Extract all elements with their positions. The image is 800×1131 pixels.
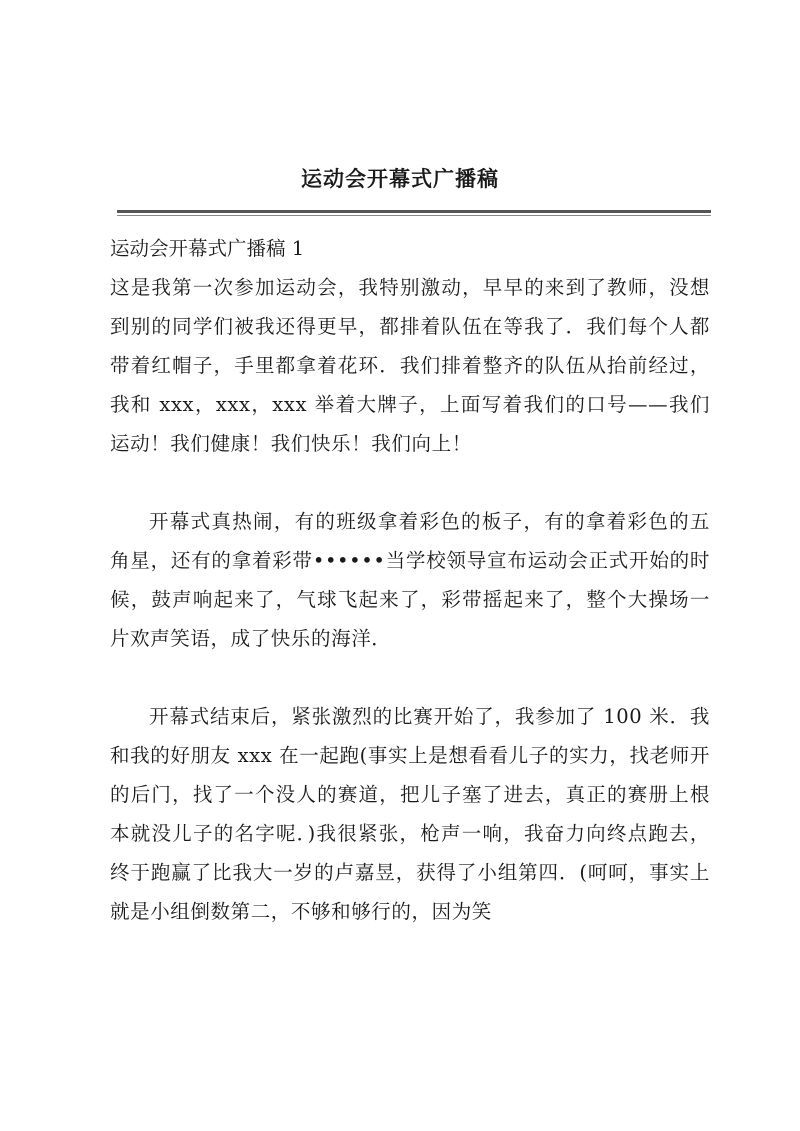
paragraph-1: 这是我第一次参加运动会，我特别激动，早早的来到了教师，没想到别的同学们被我还得更早，都排着队伍在等我了．我们每个人都带着红帽子，手里都拿着花环．我们排着整齐的队伍从抬前经过，我和 xxx，xxx，xxx 举着大牌子，上面写着我们的口号——我们运动！我们健康！我们快乐！我们向上！ bbox=[110, 276, 710, 455]
paragraph-2: 开幕式真热闹，有的班级拿着彩色的板子，有的拿着彩色的五角星，还有的拿着彩带••••••当学校领导宣布运动会正式开始的时候，鼓声响起来了，气球飞起来了，彩带摇起来了，整个大操场一片欢声笑语，成了快乐的海洋． bbox=[110, 510, 710, 650]
section-heading: 运动会开幕式广播稿 1 bbox=[110, 237, 305, 260]
paragraph-gap bbox=[110, 658, 710, 697]
paragraph-3: 开幕式结束后，紧张激烈的比赛开始了，我参加了 100 米．我和我的好朋友 xxx 在一起跑(事实上是想看看儿子的实力，找老师开的后门，找了一个没人的赛道，把儿子塞了进去，真正的赛册上根本就没儿子的名字呢．)我很紧张，枪声一响，我奋力向终点跑去，终于跑赢了比我大一岁的卢嘉昱，获得了小组第四．(呵呵，事实上就是小组倒数第二，不够和够行的，因为笑 bbox=[110, 705, 710, 923]
paragraph-gap bbox=[110, 463, 710, 502]
document-title: 运动会开幕式广播稿 bbox=[301, 166, 499, 191]
title-rule-thick bbox=[117, 210, 711, 213]
title-rule-thin bbox=[117, 215, 711, 216]
document-body bbox=[110, 229, 710, 931]
